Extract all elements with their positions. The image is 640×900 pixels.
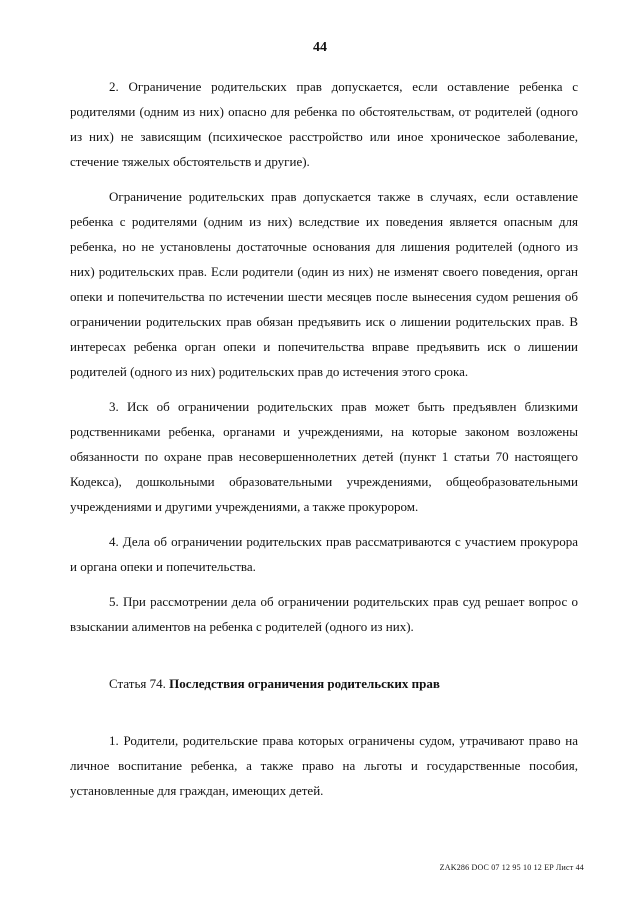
article-heading [70,671,578,696]
paragraph-item-2: 2. Ограничение родительских прав допускается, если оставление ребенка с родителями (одним из них) опасно для ребенка по обстоятельствам, от родителей (одного из них) не зависящим (психическое расстройство или иное хроническое заболевание, стечение тяжелых обстоятельств и другие). [70,79,578,169]
paragraph-item-3: 3. Иск об ограничении родительских прав может быть предъявлен близкими родственниками ребенка, органами и учреждениями, на которые законом возложены обязанности по охране прав несовершеннолетних детей (пункт 1 статьи 70 настоящего Кодекса), дошкольными образовательными учреждениями, общеобразовательными учреждениями и другими учреждениями, а также прокурором. [70,399,578,514]
paragraph-article-74-item-1: 1. Родители, родительские права которых ограничены судом, утрачивают право на личное воспитание ребенка, а также право на льготы и государственные пособия, установленные для граждан, имеющих детей. [70,733,578,798]
page-number: 44 [313,40,327,55]
paragraph-item-4: 4. Дела об ограничении родительских прав рассматриваются с участием прокурора и органа опеки и попечительства. [70,534,578,574]
article-number: Статья 74. [109,676,170,691]
paragraph-restriction-cases: Ограничение родительских прав допускается также в случаях, если оставление ребенка с родителями (одним из них) вследствие их поведения является опасным для ребенка, но не установлены достаточные основания для лишения родителей (одного из них) родительских прав. Если родители (один из них) не изменят своего поведения, орган опеки и попечительства по истечении шести месяцев после вынесения судом решения об ограничении родительских прав обязан предъявить иск о лишении родительских прав. В интересах ребенка орган опеки и попечительства вправе предъявить иск о лишении родителей (одного из них) родительских прав до истечения этого срока. [70,189,578,379]
paragraph-item-5: 5. При рассмотрении дела об ограничении родительских прав суд решает вопрос о взыскании алиментов на ребенка с родителей (одного из них). [70,594,578,634]
article-title: Последствия ограничения родительских прав [169,676,440,691]
document-body [70,74,578,813]
document-footer: ZAK286 DOC 07 12 95 10 12 EP Лист 44 [439,863,584,872]
